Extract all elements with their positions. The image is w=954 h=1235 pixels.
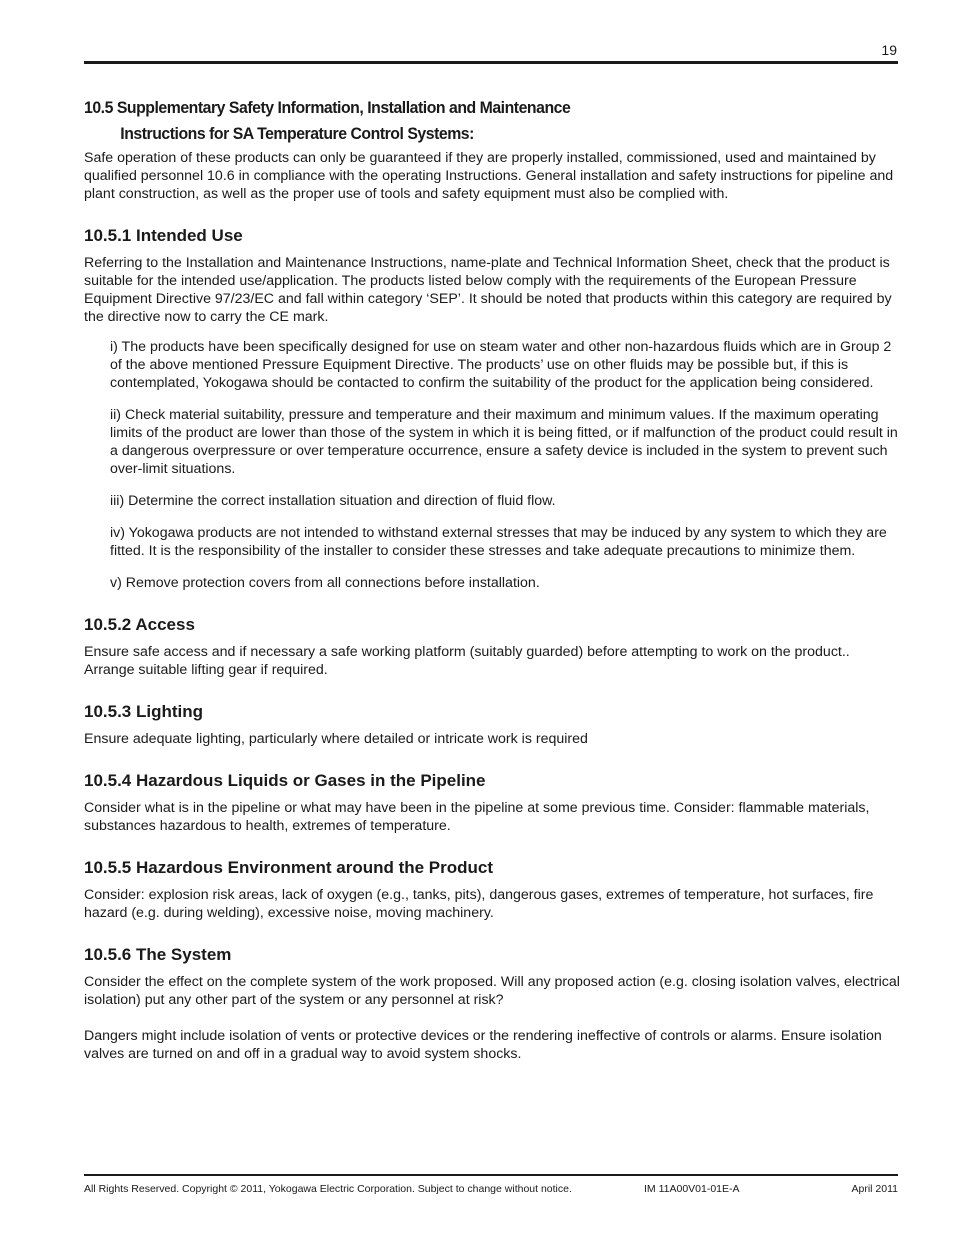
section-title-line2: Instructions for SA Temperature Control Systems: bbox=[120, 124, 474, 143]
section-title-line1: 10.5 Supplementary Safety Information, Installation and Maintenance bbox=[84, 98, 571, 117]
heading-access: 10.5.2 Access bbox=[84, 615, 195, 634]
access-body: Ensure safe access and if necessary a safe working platform (suitably guarded) before attempting to work on the product.. Arrange suitable lifting gear if required. bbox=[84, 644, 850, 678]
section-intro: Safe operation of these products can only be guaranteed if they are properly installed, commissioned, used and maintained by qualified personnel 10.6 in compliance with the operating Instructions. General installation and safety instructions for pipeline and plant construction, as well as the proper use of tools and safety equipment must also be complied with. bbox=[84, 150, 894, 202]
list-item: i) The products have been specifically designed for use on steam water and other non-hazardous fluids which are in Group 2 of the above mentioned Pressure Equipment Directive. The products’ use on other fluids may be possible but, if this is contemplated, Yokogawa should be contacted to confirm the suitability of the product for the application being considered. bbox=[110, 339, 892, 391]
heading-system: 10.5.6 The System bbox=[84, 945, 232, 964]
footer-rule bbox=[84, 1174, 898, 1176]
heading-intended-use: 10.5.1 Intended Use bbox=[84, 226, 243, 245]
lighting-body: Ensure adequate lighting, particularly where detailed or intricate work is required bbox=[84, 731, 588, 747]
page-number: 19 bbox=[881, 42, 897, 58]
list-item: v) Remove protection covers from all connections before installation. bbox=[110, 575, 540, 591]
footer-date: April 2011 bbox=[851, 1183, 898, 1195]
list-item: iii) Determine the correct installation situation and direction of fluid flow. bbox=[110, 493, 556, 509]
list-item: iv) Yokogawa products are not intended to withstand external stresses that may be induced by any system to which they are fitted. It is the responsibility of the installer to consider these stresses and take adequate precautions to minimize them. bbox=[110, 525, 887, 559]
header-rule bbox=[84, 61, 898, 64]
heading-hazardous-liquids: 10.5.4 Hazardous Liquids or Gases in the Pipeline bbox=[84, 771, 486, 790]
hazardous-liquids-body: Consider what is in the pipeline or what may have been in the pipeline at some previous time. Consider: flammable materials, substances hazardous to health, extremes of temperature. bbox=[84, 800, 870, 834]
document-body bbox=[84, 95, 900, 1063]
footer-copyright: All Rights Reserved. Copyright © 2011, Yokogawa Electric Corporation. Subject to change without notice. bbox=[84, 1183, 572, 1195]
list-item: ii) Check material suitability, pressure and temperature and their maximum and minimum values. If the maximum operating limits of the product are lower than those of the system in which it is being fitted, or if malfunction of the product could result in a dangerous overpressure or over temperature occurrence, ensure a safety device is included in the system to prevent such over-limit situations. bbox=[110, 407, 898, 477]
hazardous-environment-body: Consider: explosion risk areas, lack of oxygen (e.g., tanks, pits), dangerous gases, extremes of temperature, hot surfaces, fire hazard (e.g. during welding), excessive noise, moving machinery. bbox=[84, 887, 874, 921]
heading-hazardous-environment: 10.5.5 Hazardous Environment around the Product bbox=[84, 858, 494, 877]
heading-lighting: 10.5.3 Lighting bbox=[84, 702, 204, 721]
system-body-2: Dangers might include isolation of vents or protective devices or the rendering ineffective of controls or alarms. Ensure isolation valves are turned on and off in a gradual way to avoid system shocks. bbox=[84, 1028, 882, 1062]
footer-doc-id: IM 11A00V01-01E-A bbox=[644, 1183, 740, 1195]
system-body-1: Consider the effect on the complete system of the work proposed. Will any proposed action (e.g. closing isolation valves, electrical isolation) put any other part of the system or any personnel at risk? bbox=[84, 974, 900, 1008]
intended-use-body: Referring to the Installation and Maintenance Instructions, name-plate and Technical Information Sheet, check that the product is suitable for the intended use/application. The products listed below comply with the requirements of the European Pressure Equipment Directive 97/23/EC and fall within category ‘SEP’. It should be noted that products within this category are required by the directive now to carry the CE mark. bbox=[84, 255, 892, 325]
intended-use-list bbox=[84, 338, 900, 592]
section-title bbox=[84, 95, 843, 147]
